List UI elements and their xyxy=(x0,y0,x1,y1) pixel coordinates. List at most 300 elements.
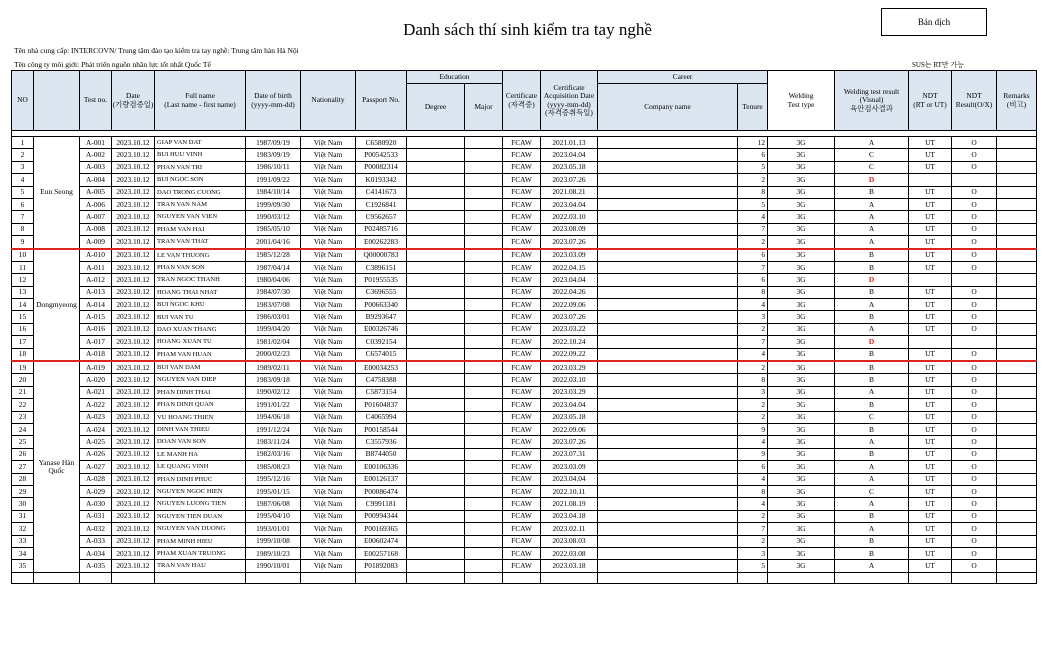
cell-career-company xyxy=(598,498,738,510)
cell-tenure: 2 xyxy=(738,535,768,547)
cell-degree xyxy=(407,485,465,497)
cell-career-company xyxy=(598,236,738,249)
cell-ndt: UT xyxy=(909,411,952,423)
cell-degree xyxy=(407,161,465,173)
cell-career-company xyxy=(598,348,738,361)
translation-label-box: Bản dịch xyxy=(881,8,987,36)
cell-test-no: A-017 xyxy=(80,336,112,348)
cell-remarks xyxy=(997,510,1037,522)
cell-passport: P00542533 xyxy=(356,149,407,161)
cell-nationality: Việt Nam xyxy=(301,399,356,411)
cell-ndt-result: O xyxy=(952,411,997,423)
cell-certificate: FCAW xyxy=(503,485,541,497)
cell-company-group: Eun Seong xyxy=(34,137,80,249)
cell-welding-result: A xyxy=(835,461,909,473)
empty-cell xyxy=(407,572,465,583)
cell-ndt-result: O xyxy=(952,523,997,535)
cell-nationality: Việt Nam xyxy=(301,249,356,262)
cell-dob: 1989/10/23 xyxy=(246,547,301,559)
cell-nationality: Việt Nam xyxy=(301,299,356,311)
cell-cert-date: 2023.04.04 xyxy=(541,149,598,161)
cell-certificate: FCAW xyxy=(503,535,541,547)
cell-nationality: Việt Nam xyxy=(301,161,356,173)
cell-major xyxy=(465,286,503,298)
cell-date: 2023.10.12 xyxy=(112,386,155,398)
cell-ndt: UT xyxy=(909,485,952,497)
cell-degree xyxy=(407,411,465,423)
cell-certificate: FCAW xyxy=(503,547,541,559)
cell-major xyxy=(465,485,503,497)
cell-date: 2023.10.12 xyxy=(112,274,155,286)
cell-certificate: FCAW xyxy=(503,311,541,323)
cell-career-company xyxy=(598,274,738,286)
cell-tenure: 3 xyxy=(738,311,768,323)
cell-no: 4 xyxy=(12,174,34,186)
cell-ndt: UT xyxy=(909,361,952,374)
cell-nationality: Việt Nam xyxy=(301,336,356,348)
cell-remarks xyxy=(997,198,1037,210)
cell-tenure: 8 xyxy=(738,485,768,497)
cell-certificate: FCAW xyxy=(503,436,541,448)
cell-cert-date: 2023.03.29 xyxy=(541,361,598,374)
cell-ndt-result xyxy=(952,174,997,186)
table-row xyxy=(12,274,1037,286)
cell-tenure: 7 xyxy=(738,523,768,535)
cell-test-no: A-007 xyxy=(80,211,112,223)
cell-ndt-result: O xyxy=(952,510,997,522)
cell-nationality: Việt Nam xyxy=(301,198,356,210)
cell-test-no: A-024 xyxy=(80,423,112,435)
cell-dob: 1991/09/22 xyxy=(246,174,301,186)
cell-cert-date: 2023.04.04 xyxy=(541,473,598,485)
cell-name: LE MANH HA xyxy=(155,448,246,460)
cell-nationality: Việt Nam xyxy=(301,461,356,473)
cell-no: 29 xyxy=(12,485,34,497)
header-company-name: Company name xyxy=(598,84,738,131)
table-row xyxy=(12,436,1037,448)
cell-no: 13 xyxy=(12,286,34,298)
cell-ndt: UT xyxy=(909,535,952,547)
cell-name: NGUYEN VAN DIEP xyxy=(155,374,246,386)
cell-welding-type: 3G xyxy=(768,186,835,198)
cell-degree xyxy=(407,286,465,298)
cell-degree xyxy=(407,560,465,572)
cell-date: 2023.10.12 xyxy=(112,161,155,173)
cell-degree xyxy=(407,510,465,522)
cell-career-company xyxy=(598,386,738,398)
cell-test-no: A-021 xyxy=(80,386,112,398)
cell-major xyxy=(465,510,503,522)
cell-dob: 1995/01/15 xyxy=(246,485,301,497)
cell-dob: 1984/10/14 xyxy=(246,186,301,198)
cell-welding-result: B xyxy=(835,186,909,198)
cell-ndt-result: O xyxy=(952,323,997,335)
cell-cert-date: 2023.03.22 xyxy=(541,323,598,335)
cell-nationality: Việt Nam xyxy=(301,485,356,497)
cell-tenure: 8 xyxy=(738,374,768,386)
cell-nationality: Việt Nam xyxy=(301,448,356,460)
cell-welding-type: 3G xyxy=(768,448,835,460)
cell-certificate: FCAW xyxy=(503,411,541,423)
table-row xyxy=(12,473,1037,485)
empty-cell xyxy=(738,572,768,583)
header-welding-result: Welding test result (Visual) 육안검사결과 xyxy=(835,71,909,131)
cell-ndt: UT xyxy=(909,473,952,485)
table-row xyxy=(12,448,1037,460)
cell-degree xyxy=(407,149,465,161)
cell-passport: P01892083 xyxy=(356,560,407,572)
cell-welding-type: 3G xyxy=(768,137,835,149)
empty-cell xyxy=(465,572,503,583)
cell-no: 11 xyxy=(12,261,34,273)
cell-no: 30 xyxy=(12,498,34,510)
cell-test-no: A-019 xyxy=(80,361,112,374)
cell-welding-type: 3G xyxy=(768,399,835,411)
cell-nationality: Việt Nam xyxy=(301,560,356,572)
cell-remarks xyxy=(997,461,1037,473)
cell-welding-result: B xyxy=(835,374,909,386)
cell-remarks xyxy=(997,399,1037,411)
cell-no: 15 xyxy=(12,311,34,323)
cell-ndt-result: O xyxy=(952,498,997,510)
cell-dob: 1990/03/12 xyxy=(246,211,301,223)
cell-cert-date: 2023.05.18 xyxy=(541,161,598,173)
cell-tenure: 4 xyxy=(738,211,768,223)
cell-test-no: A-006 xyxy=(80,198,112,210)
cell-welding-result: B xyxy=(835,399,909,411)
cell-dob: 1983/09/18 xyxy=(246,374,301,386)
cell-cert-date: 2022.04.26 xyxy=(541,286,598,298)
cell-date: 2023.10.12 xyxy=(112,261,155,273)
cell-welding-result: A xyxy=(835,323,909,335)
cell-welding-result: B xyxy=(835,547,909,559)
cell-tenure: 2 xyxy=(738,411,768,423)
cell-major xyxy=(465,498,503,510)
cell-ndt xyxy=(909,174,952,186)
cell-nationality: Việt Nam xyxy=(301,547,356,559)
cell-degree xyxy=(407,423,465,435)
cell-major xyxy=(465,535,503,547)
cell-certificate: FCAW xyxy=(503,236,541,249)
cell-cert-date: 2023.02.11 xyxy=(541,523,598,535)
cell-no: 8 xyxy=(12,223,34,235)
cell-welding-type: 3G xyxy=(768,411,835,423)
cell-dob: 1987/06/08 xyxy=(246,498,301,510)
cell-test-no: A-018 xyxy=(80,348,112,361)
cell-remarks xyxy=(997,186,1037,198)
cell-date: 2023.10.12 xyxy=(112,498,155,510)
cell-tenure: 4 xyxy=(738,436,768,448)
header-dob: Date of birth (yyyy-mm-dd) xyxy=(246,71,301,131)
cell-dob: 1994/06/18 xyxy=(246,411,301,423)
cell-ndt: UT xyxy=(909,249,952,262)
cell-tenure: 6 xyxy=(738,461,768,473)
cell-nationality: Việt Nam xyxy=(301,286,356,298)
cell-certificate: FCAW xyxy=(503,560,541,572)
cell-date: 2023.10.12 xyxy=(112,461,155,473)
cell-remarks xyxy=(997,386,1037,398)
cell-welding-result: B xyxy=(835,249,909,262)
cell-dob: 1995/12/16 xyxy=(246,473,301,485)
cell-welding-type: 3G xyxy=(768,560,835,572)
cell-welding-type: 3G xyxy=(768,473,835,485)
cell-passport: C3557936 xyxy=(356,436,407,448)
cell-passport: C0392154 xyxy=(356,336,407,348)
cell-date: 2023.10.12 xyxy=(112,510,155,522)
cell-nationality: Việt Nam xyxy=(301,223,356,235)
cell-remarks xyxy=(997,286,1037,298)
cell-dob: 1981/02/04 xyxy=(246,336,301,348)
cell-dob: 1991/12/24 xyxy=(246,423,301,435)
table-row xyxy=(12,286,1037,298)
table-row xyxy=(12,249,1037,262)
cell-major xyxy=(465,186,503,198)
table-row xyxy=(12,411,1037,423)
cell-ndt-result: O xyxy=(952,161,997,173)
cell-dob: 1990/10/01 xyxy=(246,560,301,572)
cell-test-no: A-031 xyxy=(80,510,112,522)
cell-major xyxy=(465,473,503,485)
cell-certificate: FCAW xyxy=(503,186,541,198)
cell-ndt: UT xyxy=(909,399,952,411)
cell-degree xyxy=(407,311,465,323)
cell-welding-result: A xyxy=(835,473,909,485)
header-no: NO xyxy=(12,71,34,131)
cell-career-company xyxy=(598,198,738,210)
cell-test-no: A-013 xyxy=(80,286,112,298)
table-row xyxy=(12,174,1037,186)
header-date: Date (기량검증일) xyxy=(112,71,155,131)
cell-welding-result: B xyxy=(835,361,909,374)
cell-degree xyxy=(407,498,465,510)
cell-remarks xyxy=(997,547,1037,559)
cell-cert-date: 2023.03.09 xyxy=(541,461,598,473)
cell-degree xyxy=(407,186,465,198)
cell-tenure: 5 xyxy=(738,560,768,572)
table-row xyxy=(12,311,1037,323)
cell-degree xyxy=(407,374,465,386)
header-cert-date: Certificate Acquisition Date (yyyy-mm-dd) (자격증취득일) xyxy=(541,71,598,131)
cell-passport: C3896151 xyxy=(356,261,407,273)
cell-name: BUI VAN TU xyxy=(155,311,246,323)
cell-major xyxy=(465,560,503,572)
cell-ndt-result: O xyxy=(952,137,997,149)
cell-nationality: Việt Nam xyxy=(301,411,356,423)
cell-date: 2023.10.12 xyxy=(112,198,155,210)
cell-dob: 1985/12/28 xyxy=(246,249,301,262)
cell-date: 2023.10.12 xyxy=(112,485,155,497)
cell-tenure: 2 xyxy=(738,323,768,335)
cell-remarks xyxy=(997,436,1037,448)
table-row xyxy=(12,323,1037,335)
cell-passport: C4758388 xyxy=(356,374,407,386)
cell-dob: 1986/10/11 xyxy=(246,161,301,173)
header-welding-type: Welding Test type xyxy=(768,71,835,131)
empty-cell xyxy=(768,572,835,583)
cell-certificate: FCAW xyxy=(503,448,541,460)
cell-date: 2023.10.12 xyxy=(112,174,155,186)
cell-ndt: UT xyxy=(909,261,952,273)
cell-career-company xyxy=(598,149,738,161)
cell-remarks xyxy=(997,448,1037,460)
cell-tenure: 2 xyxy=(738,236,768,249)
cell-name: DAO TRONG CUONG xyxy=(155,186,246,198)
cell-welding-type: 3G xyxy=(768,223,835,235)
cell-degree xyxy=(407,137,465,149)
cell-tenure: 7 xyxy=(738,261,768,273)
cell-welding-type: 3G xyxy=(768,323,835,335)
cell-passport: E00126137 xyxy=(356,473,407,485)
cell-remarks xyxy=(997,249,1037,262)
cell-name: LE QUANG VINH xyxy=(155,461,246,473)
cell-passport: C3696555 xyxy=(356,286,407,298)
cell-degree xyxy=(407,323,465,335)
cell-ndt: UT xyxy=(909,186,952,198)
header-education: Education xyxy=(407,71,503,84)
cell-dob: 1987/04/14 xyxy=(246,261,301,273)
cell-career-company xyxy=(598,186,738,198)
cell-ndt-result: O xyxy=(952,423,997,435)
cell-no: 18 xyxy=(12,348,34,361)
cell-dob: 1999/09/30 xyxy=(246,198,301,210)
cell-test-no: A-020 xyxy=(80,374,112,386)
cell-passport: K0193342 xyxy=(356,174,407,186)
empty-cell xyxy=(80,572,112,583)
cell-tenure: 3 xyxy=(738,386,768,398)
cell-dob: 1995/04/10 xyxy=(246,510,301,522)
cell-nationality: Việt Nam xyxy=(301,473,356,485)
cell-ndt-result: O xyxy=(952,198,997,210)
cell-passport: P00994344 xyxy=(356,510,407,522)
cell-passport: C1926841 xyxy=(356,198,407,210)
cell-remarks xyxy=(997,174,1037,186)
cell-degree xyxy=(407,523,465,535)
cell-passport: C5873154 xyxy=(356,386,407,398)
cell-dob: 2001/04/16 xyxy=(246,236,301,249)
empty-cell xyxy=(301,572,356,583)
cell-ndt-result: O xyxy=(952,261,997,273)
cell-cert-date: 2023.05.18 xyxy=(541,411,598,423)
cell-welding-result: C xyxy=(835,411,909,423)
cell-ndt: UT xyxy=(909,436,952,448)
cell-ndt-result: O xyxy=(952,299,997,311)
cell-welding-result: A xyxy=(835,198,909,210)
cell-tenure: 5 xyxy=(738,198,768,210)
cell-major xyxy=(465,323,503,335)
cell-degree xyxy=(407,348,465,361)
cell-test-no: A-028 xyxy=(80,473,112,485)
cell-dob: 1999/04/20 xyxy=(246,323,301,335)
cell-test-no: A-032 xyxy=(80,523,112,535)
cell-remarks xyxy=(997,348,1037,361)
header-passport: Passport No. xyxy=(356,71,407,131)
table-row xyxy=(12,149,1037,161)
cell-tenure: 8 xyxy=(738,186,768,198)
cell-name: NGUYEN NGOC HIEN xyxy=(155,485,246,497)
cell-tenure: 8 xyxy=(738,286,768,298)
cell-degree xyxy=(407,436,465,448)
cell-no: 33 xyxy=(12,535,34,547)
cell-name: TRAN VAN HAU xyxy=(155,560,246,572)
cell-career-company xyxy=(598,560,738,572)
cell-major xyxy=(465,399,503,411)
cell-ndt-result: O xyxy=(952,386,997,398)
cell-ndt-result xyxy=(952,336,997,348)
cell-ndt xyxy=(909,336,952,348)
cell-welding-type: 3G xyxy=(768,249,835,262)
cell-cert-date: 2022.09.06 xyxy=(541,299,598,311)
cell-date: 2023.10.12 xyxy=(112,211,155,223)
cell-welding-type: 3G xyxy=(768,311,835,323)
cell-ndt-result: O xyxy=(952,485,997,497)
cell-degree xyxy=(407,174,465,186)
cell-test-no: A-026 xyxy=(80,448,112,460)
cell-remarks xyxy=(997,535,1037,547)
cell-major xyxy=(465,348,503,361)
cell-welding-type: 3G xyxy=(768,299,835,311)
cell-tenure: 3 xyxy=(738,547,768,559)
cell-nationality: Việt Nam xyxy=(301,498,356,510)
cell-passport: P00082314 xyxy=(356,161,407,173)
cell-passport: E00262283 xyxy=(356,236,407,249)
cell-ndt: UT xyxy=(909,510,952,522)
table-row xyxy=(12,535,1037,547)
cell-no: 1 xyxy=(12,137,34,149)
cell-test-no: A-003 xyxy=(80,161,112,173)
cell-welding-result: A xyxy=(835,523,909,535)
cell-career-company xyxy=(598,535,738,547)
cell-welding-type: 3G xyxy=(768,461,835,473)
cell-career-company xyxy=(598,336,738,348)
cell-certificate: FCAW xyxy=(503,348,541,361)
cell-welding-result: A xyxy=(835,223,909,235)
cell-welding-result: A xyxy=(835,386,909,398)
cell-major xyxy=(465,411,503,423)
cell-remarks xyxy=(997,361,1037,374)
cell-name: PHAN DINH THAI xyxy=(155,386,246,398)
cell-certificate: FCAW xyxy=(503,299,541,311)
header-remarks: Remarks (비고) xyxy=(997,71,1037,131)
cell-certificate: FCAW xyxy=(503,261,541,273)
cell-ndt: UT xyxy=(909,523,952,535)
cell-welding-type: 3G xyxy=(768,423,835,435)
cell-welding-result: D xyxy=(835,274,909,286)
cell-ndt: UT xyxy=(909,149,952,161)
cell-name: DAO XUAN THANG xyxy=(155,323,246,335)
header-ndt: NDT (RT or UT) xyxy=(909,71,952,131)
cell-certificate: FCAW xyxy=(503,374,541,386)
cell-ndt: UT xyxy=(909,236,952,249)
cell-certificate: FCAW xyxy=(503,498,541,510)
cell-remarks xyxy=(997,149,1037,161)
cell-certificate: FCAW xyxy=(503,423,541,435)
cell-no: 35 xyxy=(12,560,34,572)
cell-certificate: FCAW xyxy=(503,386,541,398)
cell-ndt-result: O xyxy=(952,348,997,361)
cell-welding-result: A xyxy=(835,436,909,448)
cell-welding-type: 3G xyxy=(768,386,835,398)
cell-major xyxy=(465,137,503,149)
cell-test-no: A-011 xyxy=(80,261,112,273)
cell-career-company xyxy=(598,211,738,223)
cell-name: PHAM XUAN TRUONG xyxy=(155,547,246,559)
header-major: Major xyxy=(465,84,503,131)
cell-welding-type: 3G xyxy=(768,149,835,161)
cell-tenure: 2 xyxy=(738,399,768,411)
cell-passport: P00086474 xyxy=(356,485,407,497)
cell-date: 2023.10.12 xyxy=(112,311,155,323)
cell-dob: 1985/05/10 xyxy=(246,223,301,235)
